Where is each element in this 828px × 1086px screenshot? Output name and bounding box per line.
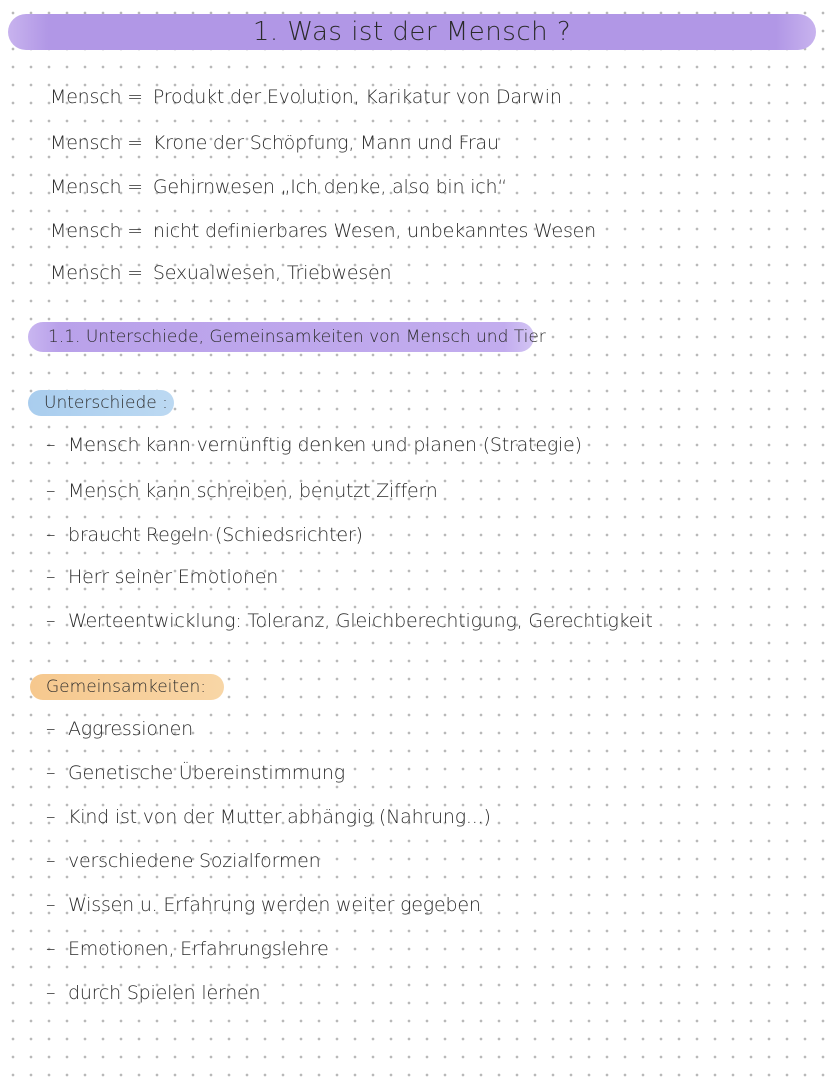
commonalities-tag	[30, 674, 224, 700]
definition-line	[50, 132, 499, 154]
list-item	[46, 762, 345, 784]
list-item	[46, 610, 653, 632]
list-item	[46, 434, 582, 456]
bullet-dash: –	[46, 982, 56, 1004]
list-item-text: Kind ist von der Mutter abhängig (Nahrung...)	[68, 806, 491, 828]
list-item	[46, 894, 481, 916]
bullet-dash: –	[46, 718, 56, 740]
bullet-dash: –	[46, 850, 56, 872]
subheading: 1.1. Unterschiede, Gemeinsamkeiten von Mensch und Tier	[48, 327, 546, 347]
definition-line	[50, 86, 562, 108]
bullet-dash: –	[46, 806, 56, 828]
definition-term: Mensch =	[50, 86, 143, 108]
definition-text: Gehirnwesen „Ich denke, also bin ich“	[152, 176, 508, 198]
differences-tag	[28, 390, 174, 416]
list-item-text: Mensch kann vernünftig denken und planen (Strategie)	[68, 434, 582, 456]
list-item	[46, 938, 329, 960]
definition-line	[50, 220, 596, 242]
bullet-dash: –	[46, 480, 56, 502]
differences-label: Unterschiede :	[44, 393, 168, 413]
subheading-highlight	[28, 322, 546, 352]
definition-term: Mensch =	[50, 220, 143, 242]
definition-term: Mensch =	[50, 262, 143, 284]
bullet-dash: –	[46, 938, 56, 960]
bullet-dash: –	[46, 610, 56, 632]
list-item-text: Emotionen, Erfahrungslehre	[68, 938, 329, 960]
definition-text: nicht definierbares Wesen, unbekanntes Wesen	[152, 220, 597, 242]
list-item-text: durch Spielen lernen	[68, 982, 261, 1004]
bullet-dash: –	[46, 524, 56, 546]
bullet-dash: –	[46, 434, 56, 456]
list-item	[46, 850, 321, 872]
list-item-text: verschiedene Sozialformen	[68, 850, 321, 872]
list-item	[46, 480, 438, 502]
list-item	[46, 718, 193, 740]
list-item-text: Werteentwicklung: Toleranz, Gleichberechtigung, Gerechtigkeit	[68, 610, 653, 632]
definition-term: Mensch =	[50, 132, 143, 154]
definition-text: Produkt der Evolution, Karikatur von Darwin	[152, 86, 562, 108]
bullet-dash: –	[46, 566, 56, 588]
list-item	[46, 524, 363, 546]
list-item-text: Wissen u. Erfahrung werden weiter gegeben	[68, 894, 481, 916]
list-item-text: Mensch kann schreiben, benutzt Ziffern	[68, 480, 438, 502]
list-item-text: Aggressionen	[68, 718, 193, 740]
bullet-dash: –	[46, 762, 56, 784]
definition-term: Mensch =	[50, 176, 143, 198]
definition-line	[50, 262, 391, 284]
bullet-dash: –	[46, 894, 56, 916]
list-item-text: Genetische Übereinstimmung	[68, 762, 345, 784]
list-item-text: braucht Regeln (Schiedsrichter)	[68, 524, 363, 546]
commonalities-label: Gemeinsamkeiten:	[46, 677, 207, 697]
list-item	[46, 566, 278, 588]
definition-line	[50, 176, 507, 198]
definition-text: Sexualwesen, Triebwesen	[152, 262, 392, 284]
list-item	[46, 982, 260, 1004]
list-item	[46, 806, 491, 828]
title-banner	[8, 14, 816, 50]
list-item-text: Herr seiner Emotionen	[68, 566, 279, 588]
definition-text: Krone der Schöpfung, Mann und Frau	[152, 132, 499, 154]
page-title: 1. Was ist der Mensch ?	[252, 17, 572, 47]
